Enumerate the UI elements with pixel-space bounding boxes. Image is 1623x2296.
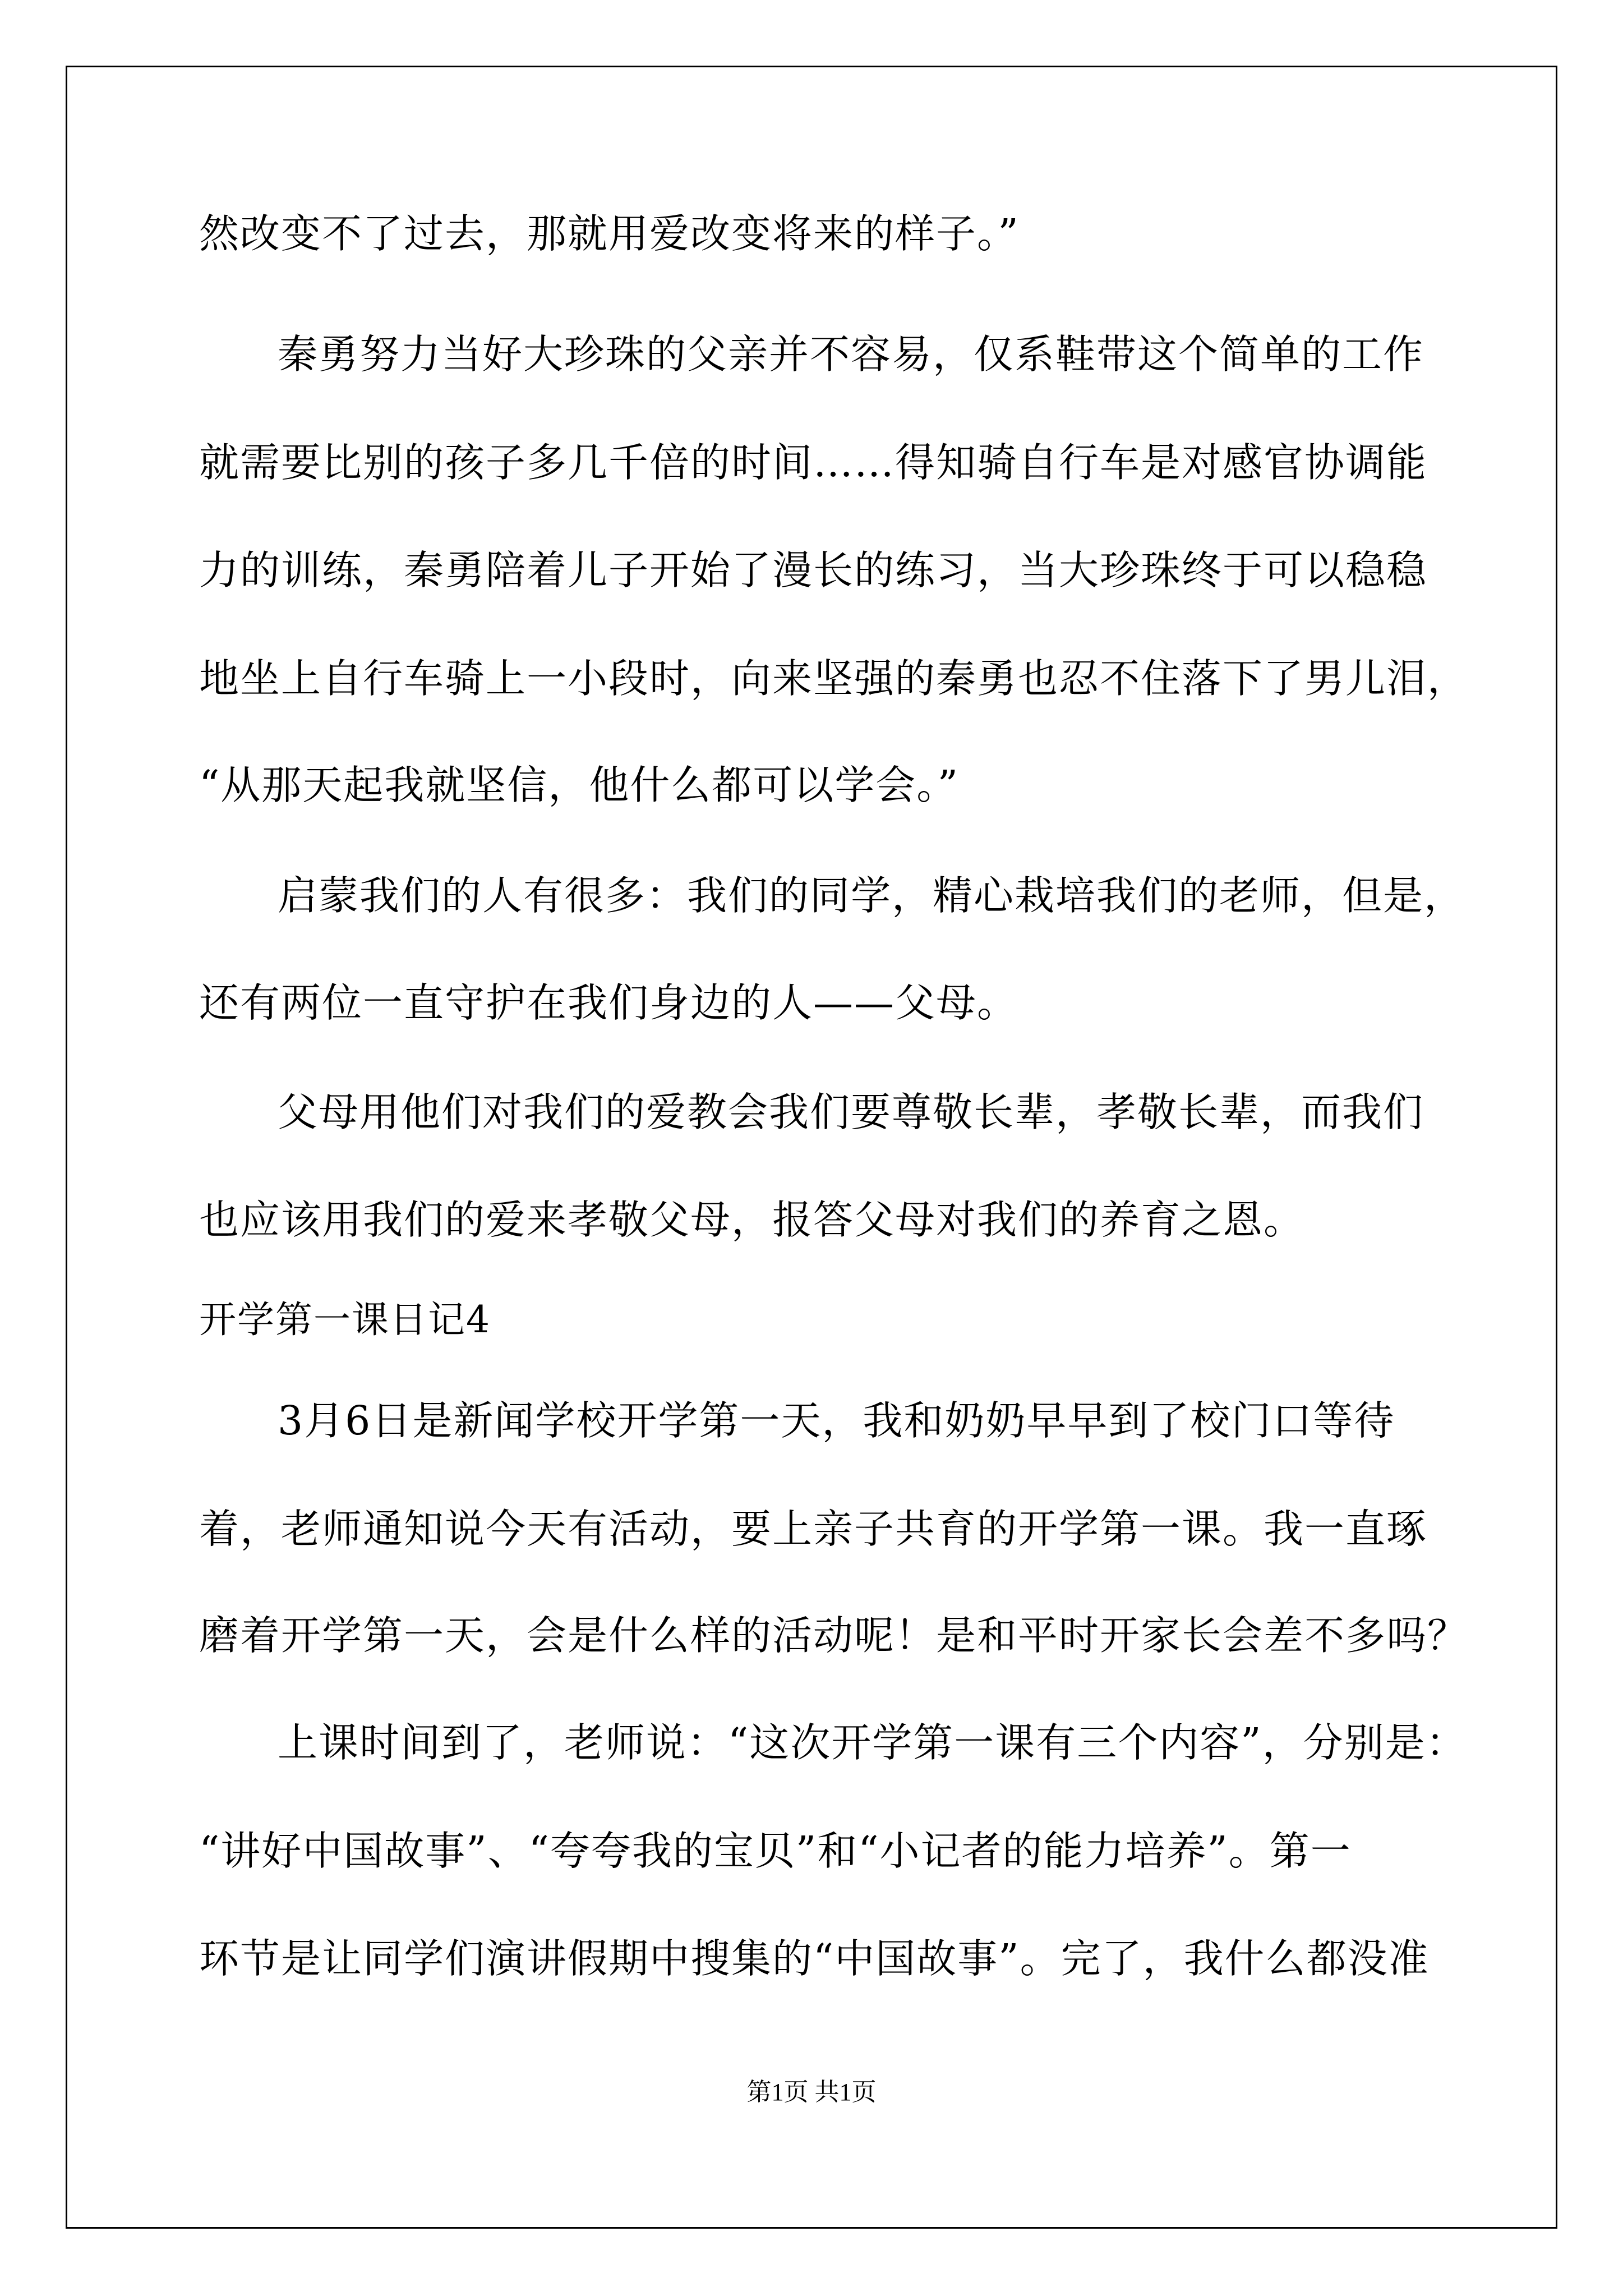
paragraph-line: 上课时间到了，老师说：“这次开学第一课有三个内容”，分别是： bbox=[278, 1719, 1467, 1766]
text-line: 然改变不了过去，那就用爱改变将来的样子。” bbox=[199, 210, 1020, 257]
section-heading: 开学第一课日记4 bbox=[199, 1298, 491, 1341]
text-line: “从那天起我就坚信，他什么都可以学会。” bbox=[199, 762, 960, 808]
paragraph-line: 秦勇努力当好大珍珠的父亲并不容易，仅系鞋带这个简单的工作 bbox=[278, 331, 1424, 378]
paragraph-line: 3月6日是新闻学校开学第一天，我和奶奶早早到了校门口等待 bbox=[278, 1397, 1395, 1444]
text-line: 地坐上自行车骑上一小段时，向来坚强的秦勇也忍不住落下了男儿泪， bbox=[199, 655, 1469, 702]
page-border bbox=[66, 66, 1557, 2229]
text-line: 力的训练，秦勇陪着儿子开始了漫长的练习，当大珍珠终于可以稳稳 bbox=[199, 547, 1428, 593]
page-number-footer: 第1页 共1页 bbox=[746, 2078, 877, 2106]
text-line: 也应该用我们的爱来孝敬父母，报答父母对我们的养育之恩。 bbox=[199, 1197, 1305, 1243]
text-line: 着，老师通知说今天有活动，要上亲子共育的开学第一课。我一直琢 bbox=[199, 1506, 1428, 1552]
text-line: “讲好中国故事”、“夸夸我的宝贝”和“小记者的能力培养”。第一 bbox=[199, 1828, 1352, 1874]
text-line: 磨着开学第一天，会是什么样的活动呢！是和平时开家长会差不多吗？ bbox=[199, 1612, 1469, 1659]
text-line: 就需要比别的孩子多几千倍的时间……得知骑自行车是对感官协调能 bbox=[199, 439, 1428, 486]
text-line: 还有两位一直守护在我们身边的人——父母。 bbox=[199, 979, 1018, 1026]
paragraph-line: 启蒙我们的人有很多：我们的同学，精心栽培我们的老师，但是， bbox=[278, 872, 1465, 919]
paragraph-line: 父母用他们对我们的爱教会我们要尊敬长辈，孝敬长辈，而我们 bbox=[278, 1089, 1424, 1135]
text-line: 环节是让同学们演讲假期中搜集的“中国故事”。完了，我什么都没准 bbox=[199, 1935, 1430, 1982]
